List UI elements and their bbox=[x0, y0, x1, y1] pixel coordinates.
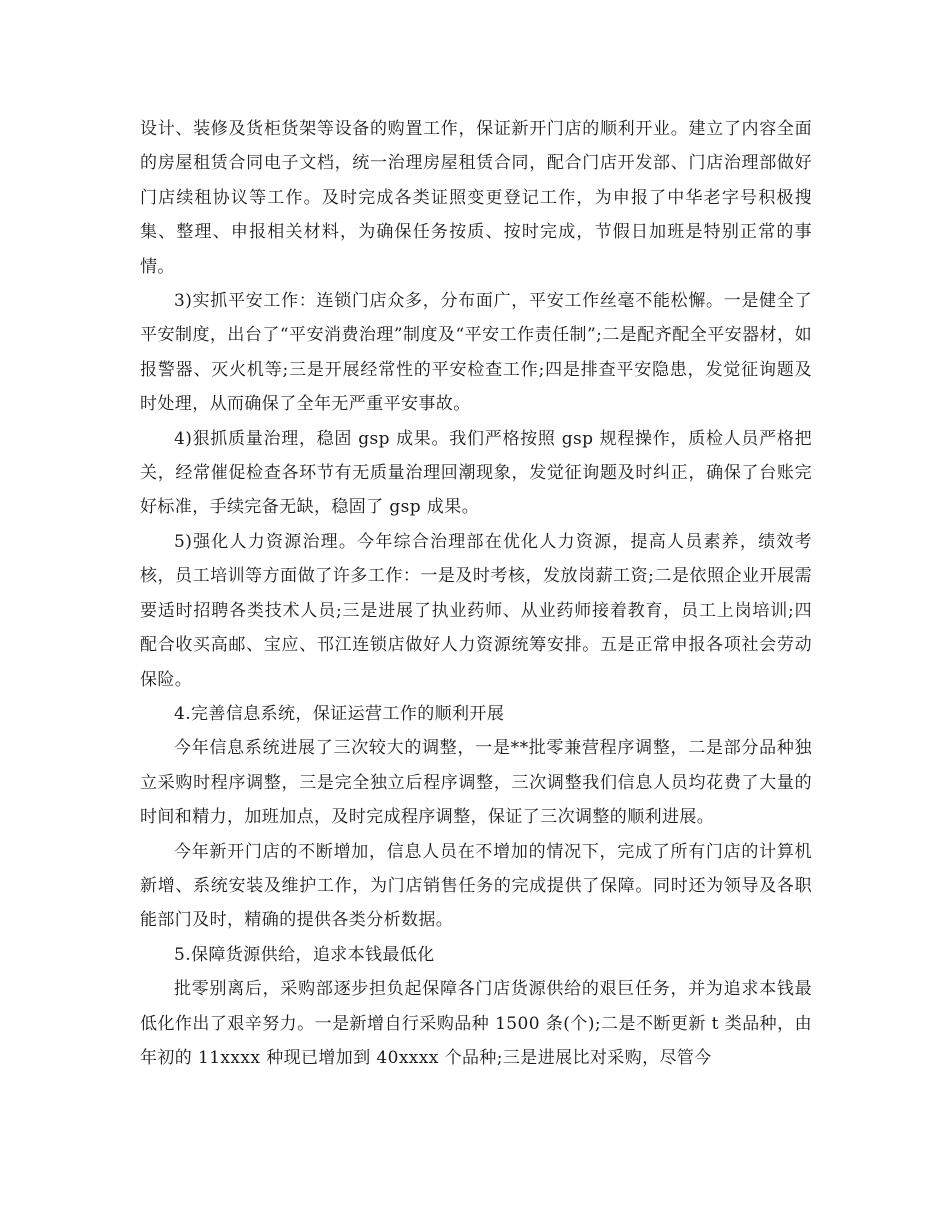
paragraph-procurement: 批零别离后，采购部逐步担负起保障各门店货源供给的艰巨任务，并为追求本钱最低化作出了艰辛努力。一是新增自行采购品种 1500 条(个);二是不断更新 t 类品种，由年初的 11xxxx 种现已增加到 40xxxx 个品种;三是进展比对采购，尽管今 bbox=[140, 979, 812, 1068]
paragraph-quality-management: 4)狠抓质量治理，稳固 gsp 成果。我们严格按照 gsp 规程操作，质检人员严格把关，经常催促检查各环节有无质量治理回潮现象，发觉征询题及时纠正，确保了台账完好标准，手续完备无缺，稳固了 gsp 成果。 bbox=[140, 428, 812, 518]
paragraph-human-resources: 5)强化人力资源治理。今年综合治理部在优化人力资源，提高人员素养，绩效考核，员工培训等方面做了许多工作：一是及时考核，发放岗薪工资;二是依照企业开展需要适时招聘各类技术人员;三是进展了执业药师、从业药师接着教育，员工上岗培训;四配合收买高邮、宝应、邗江连锁店做好人力资源统筹安排。五是正常申报各项社会劳动保险。 bbox=[140, 531, 812, 690]
paragraph-safety-work: 3)实抓平安工作：连锁门店众多，分布面广，平安工作丝毫不能松懈。一是健全了平安制度，出台了“平安消费治理”制度及“平安工作责任制”;二是配齐配全平安器材，如报警器、灭火机等;三是开展经常性的平安检查工作;四是排查平安隐患，发觉征询题及时处理，从而确保了全年无严重平安事故。 bbox=[140, 291, 812, 415]
paragraph-store-renovation: 设计、装修及货柜货架等设备的购置工作，保证新开门店的顺利开业。建立了内容全面的房屋租赁合同电子文档，统一治理房屋租赁合同，配合门店开发部、门店治理部做好门店续租协议等工作。及时完成各类证照变更登记工作，为申报了中华老字号积极搜集、整理、申报相关材料，为确保任务按质、按时完成，节假日加班是特别正常的事情。 bbox=[140, 119, 812, 277]
paragraph-new-stores-it: 今年新开门店的不断增加，信息人员在不增加的情况下，完成了所有门店的计算机新增、系统安装及维护工作，为门店销售任务的完成提供了保障。同时还为领导及各职能部门及时，精确的提供各类分析数据。 bbox=[140, 841, 812, 931]
document-body bbox=[140, 112, 812, 1075]
paragraph-system-adjustments: 今年信息系统进展了三次较大的调整，一是**批零兼营程序调整，二是部分品种独立采购时程序调整，三是完全独立后程序调整，三次调整我们信息人员均花费了大量的时间和精力，加班加点，及时完成程序调整，保证了三次调整的顺利进展。 bbox=[140, 738, 812, 828]
section-heading-supply-guarantee: 5.保障货源供给，追求本钱最低化 bbox=[174, 944, 435, 965]
section-heading-information-system: 4.完善信息系统，保证运营工作的顺利开展 bbox=[174, 703, 505, 724]
